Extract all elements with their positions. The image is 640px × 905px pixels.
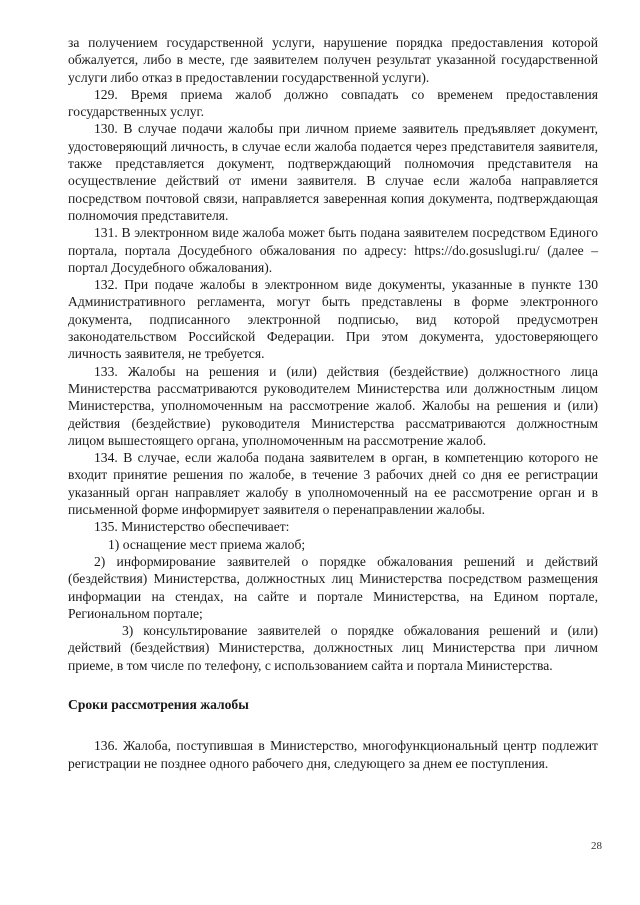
paragraph-134: 134. В случае, если жалоба подана заявителем в орган, в компетенцию которого не входит принятие решения по жалобе, в течение 3 рабочих дней со дня ее регистрации указанный орган направляет жалобу в уполномоченный на ее рассмотрение орган и в письменной форме информирует заявителя о перенаправлении жалобы. <box>68 450 598 518</box>
list-item-1: 1) оснащение мест приема жалоб; <box>108 536 306 552</box>
list-item-3: 3) консультирование заявителей о порядке обжалования решений и (или) действий (бездействия) Министерства, должностных лиц Министерства при личном приеме, в том числе по телефону, с использованием сайта и портала Министерства. <box>68 623 598 673</box>
paragraph-135: 135. Министерство обеспечивает: <box>94 519 290 535</box>
document-body <box>68 34 598 772</box>
paragraph-continuation: за получением государственной услуги, нарушение порядка предоставления которой обжалуется, либо в месте, где заявителем получен результат указанной государственной услуги либо отказ в предоставлении государственной услуги). <box>68 35 598 85</box>
paragraph-136: 136. Жалоба, поступившая в Министерство, многофункциональный центр подлежит регистрации не позднее одного рабочего дня, следующего за днем ее поступления. <box>68 738 598 771</box>
section-heading: Сроки рассмотрения жалобы <box>68 696 249 712</box>
paragraph-132: 132. При подаче жалобы в электронном виде документы, указанные в пункте 130 Административного регламента, могут быть представлены в форме электронного документа, подписанного электронной подписью, вид которой предусмотрен законодательством Российской Федерации. При этом документа, удостоверяющего личность заявителя, не требуется. <box>68 277 598 362</box>
paragraph-131: 131. В электронном виде жалоба может быть подана заявителем посредством Единого портала, портала Досудебного обжалования по адресу: https://do.gosuslugi.ru/ (далее – портал Досудебного обжалования). <box>68 225 598 275</box>
paragraph-129: 129. Время приема жалоб должно совпадать со временем предоставления государственных услуг. <box>68 86 598 120</box>
paragraph-133: 133. Жалобы на решения и (или) действия (бездействие) должностного лица Министерства рассматриваются руководителем Министерства или должностным лицом Министерства, уполномоченным на рассмотрение жалоб. Жалобы на решения и (или) действия (бездействие) руководителя Министерства рассматриваются должностным лицом вышестоящего органа, уполномоченным на рассмотрение жалоб. <box>68 363 598 448</box>
list-item-2: 2) информирование заявителей о порядке обжалования решений и действий (бездействия) Министерства, должностных лиц Министерства посредством размещения информации на стендах, на сайте и портале Министерства, на Едином портале, Региональном портале; <box>68 553 598 621</box>
paragraph-130: 130. В случае подачи жалобы при личном приеме заявитель предъявляет документ, удостоверяющий личность, в случае если жалоба подается через представителя заявителя, также представляется документ, подтверждающий полномочия представителя на осуществление действий от имени заявителя. В случае если жалоба направляется посредством почтовой связи, направляется заверенная копия документа, подтверждающая полномочия представителя. <box>68 121 598 223</box>
page-number: 28 <box>591 840 602 852</box>
